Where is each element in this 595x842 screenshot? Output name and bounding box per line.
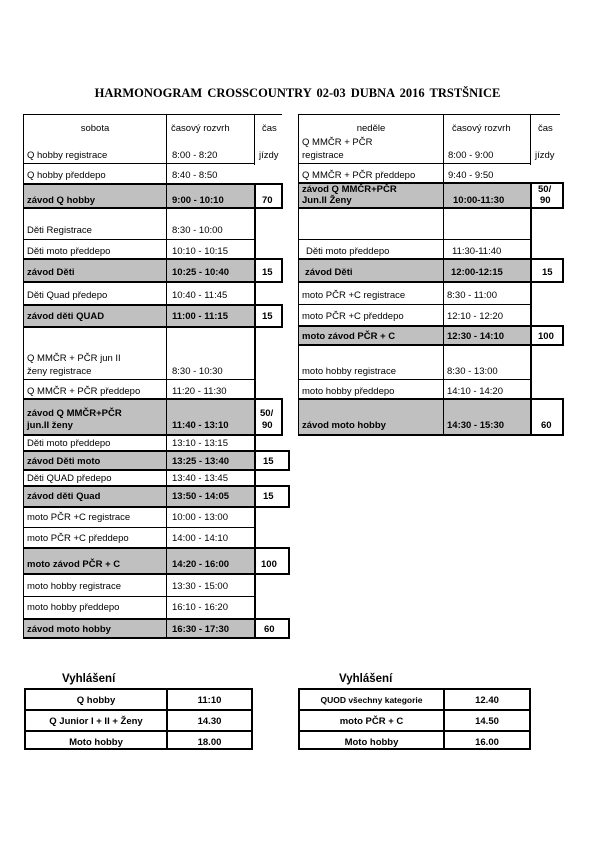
- table-row-time: 8:30 - 11:00: [447, 290, 498, 301]
- table-row-dur: 70: [262, 195, 273, 206]
- table-row: závod moto hobby: [302, 420, 386, 431]
- table-row-time: 8:40 - 8:50: [172, 170, 218, 181]
- sat-header-dur-sub: jízdy: [259, 150, 279, 161]
- table-row: moto hobby předdepo: [302, 386, 395, 397]
- table-row-time: 14:20 - 16:00: [172, 559, 230, 570]
- vyhlaseni-title: Vyhlášení: [339, 673, 393, 685]
- table-row-line2: Jun.II Ženy: [302, 195, 352, 206]
- table-row: moto hobby registrace: [27, 581, 121, 592]
- table-row: Q hobby předdepo: [27, 170, 106, 181]
- sat-header-dur: čas: [262, 123, 277, 134]
- table-row-time: 10:40 - 11:45: [172, 290, 228, 301]
- table-row: moto hobby registrace: [302, 366, 396, 377]
- table-row-time: 11:30-11:40: [452, 246, 502, 257]
- table-row-time: 11:00 - 11:15: [172, 311, 228, 322]
- table-row-time: 14:00 - 14:10: [172, 533, 228, 544]
- table-row-time: 14:30 - 15:30: [447, 420, 505, 431]
- page-title: HARMONOGRAM CROSSCOUNTRY 02-03 DUBNA 2016 TRSTŠNICE: [94, 86, 501, 100]
- vyhlaseni-time: 18.00: [197, 737, 222, 748]
- vyhlaseni-row: QUOD všechny kategorie: [320, 695, 423, 705]
- sun-header-dur-sub: jízdy: [535, 150, 555, 161]
- table-row-dur2: 90: [262, 420, 273, 431]
- table-row-dur: 50/: [260, 408, 274, 419]
- table-row: moto PČR +C předdepo: [302, 311, 404, 322]
- table-row: Q MMČR + PČR předdepo: [27, 386, 141, 397]
- table-row: závod Q MMČR+PČR: [302, 184, 397, 195]
- vyhlaseni-row: Moto hobby: [69, 737, 123, 748]
- sat-header-day: sobota: [80, 123, 110, 134]
- table-row-time: 10:25 - 10:40: [172, 267, 230, 278]
- table-row: závod Děti: [27, 267, 75, 278]
- table-row-time: 11:40 - 13:10: [172, 420, 229, 431]
- table-row-line2: ženy registrace: [27, 366, 92, 377]
- table-row: Děti Registrace: [27, 225, 92, 236]
- vyhlaseni-title: Vyhlášení: [62, 673, 116, 685]
- table-row: moto PČR +C předdepo: [27, 533, 129, 544]
- table-row-time: 16:10 - 16:20: [172, 602, 228, 613]
- table-row-time: 8:30 - 10:30: [172, 366, 223, 377]
- table-row: Děti moto předdepo: [306, 246, 390, 257]
- table-row-line2: jun.II ženy: [27, 420, 73, 431]
- table-row: Děti Quad předepo: [27, 290, 108, 301]
- table-row: závod Děti: [305, 267, 353, 278]
- table-row: Q MMČR + PČR jun II: [27, 353, 121, 364]
- vyhlaseni-row: Q hobby: [76, 695, 116, 706]
- table-row-dur2: 90: [540, 195, 551, 206]
- table-row: moto hobby předdepo: [27, 602, 120, 613]
- table-row-dur: 100: [261, 559, 277, 570]
- table-row-time: 11:20 - 11:30: [172, 386, 227, 397]
- table-row: závod děti Quad: [27, 491, 101, 502]
- table-row: závod Děti moto: [27, 456, 101, 467]
- vyhlaseni-time: 14.30: [197, 716, 222, 727]
- table-row-time: 10:00 - 13:00: [172, 512, 228, 523]
- vyhlaseni-time: 16.00: [475, 737, 499, 748]
- table-row-time: 8:30 - 13:00: [447, 366, 498, 377]
- table-row-time: 12:00-12:15: [451, 267, 503, 278]
- table-row: Děti moto předdepo: [27, 438, 111, 449]
- table-row-time: 8:00 - 8:20: [172, 150, 218, 161]
- table-row-dur: 60: [264, 624, 275, 635]
- table-row: Děti QUAD předepo: [27, 473, 112, 484]
- table-row: moto PČR +C registrace: [27, 512, 131, 523]
- table-row-time: 13:30 - 15:00: [172, 581, 228, 592]
- vyhlaseni-row: Moto hobby: [344, 737, 399, 748]
- sun-header-day: neděle: [356, 123, 386, 134]
- table-row-time: 8:30 - 10:00: [172, 225, 223, 236]
- table-row: Q MMČR + PČR: [302, 137, 373, 148]
- table-row: Q MMČR + PČR předdepo: [302, 170, 416, 181]
- table-row-dur: 15: [262, 267, 273, 278]
- table-row-dur: 15: [263, 491, 274, 502]
- table-row-dur: 50/: [538, 184, 552, 195]
- table-row: Děti moto předdepo: [27, 246, 111, 257]
- table-row-time: 16:30 - 17:30: [172, 624, 230, 635]
- table-row-time: 13:25 - 13:40: [172, 456, 230, 467]
- table-row: Q hobby registrace: [27, 150, 108, 161]
- table-row: závod Q MMČR+PČR: [27, 408, 122, 419]
- table-row-time: 13:50 - 14:05: [172, 491, 230, 502]
- table-row-time: 13:40 - 13:45: [172, 473, 228, 484]
- table-row-time: 8:00 - 9:00: [448, 150, 494, 161]
- table-row: závod děti QUAD: [27, 311, 105, 322]
- table-row: závod moto hobby: [27, 624, 111, 635]
- table-row: závod Q hobby: [27, 195, 96, 206]
- vyhlaseni-time: 11:10: [197, 695, 222, 706]
- table-row-time: 10:10 - 10:15: [172, 246, 228, 257]
- table-row-time: 10:00-11:30: [453, 195, 505, 206]
- table-row-dur: 15: [542, 267, 553, 278]
- table-row-dur: 100: [538, 331, 554, 342]
- vyhlaseni-row: moto PČR + C: [339, 716, 404, 727]
- table-row-time: 12:10 - 12:20: [447, 311, 503, 322]
- table-row-dur: 15: [262, 311, 273, 322]
- vyhlaseni-time: 14.50: [475, 716, 499, 727]
- table-row: moto PČR +C registrace: [302, 290, 406, 301]
- vyhlaseni-time: 12.40: [475, 695, 499, 706]
- table-row-line2: registrace: [302, 150, 344, 161]
- table-row-time: 12:30 - 14:10: [447, 331, 505, 342]
- table-row: moto závod PČR + C: [302, 331, 396, 342]
- sat-header-time: časový rozvrh: [171, 123, 230, 134]
- sun-header-dur: čas: [538, 123, 553, 134]
- vyhlaseni-row: Q Junior I + II + Ženy: [49, 716, 143, 727]
- table-row-dur: 15: [263, 456, 274, 467]
- table-row-time: 14:10 - 14:20: [447, 386, 503, 397]
- table-row-time: 13:10 - 13:15: [172, 438, 228, 449]
- sun-header-time: časový rozvrh: [452, 123, 511, 134]
- table-row-time: 9:40 - 9:50: [448, 170, 494, 181]
- table-row: moto závod PČR + C: [27, 559, 121, 570]
- table-row-time: 9:00 - 10:10: [172, 195, 224, 206]
- table-row-dur: 60: [541, 420, 552, 431]
